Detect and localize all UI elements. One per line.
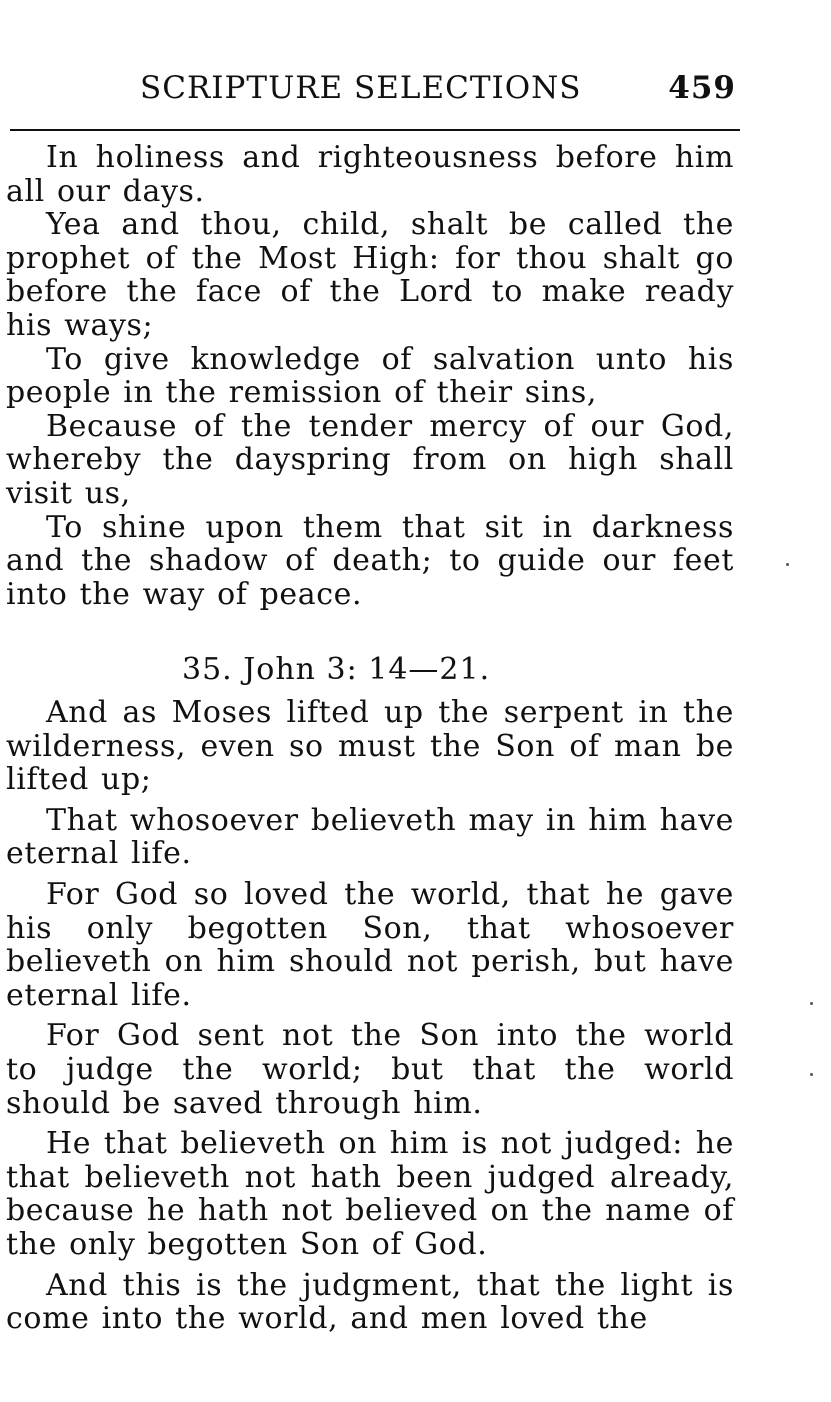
verse-paragraph: Yea and thou, child, shalt be called the prophet of the Most High: for thou shalt go before the face of the Lord to make ready his ways;	[6, 207, 734, 343]
verse-paragraph: He that believeth on him is not judged: he that believeth not hath been judged already, because he hath not believed on the name of the only begotten Son of God.	[6, 1126, 734, 1262]
scan-speck	[810, 1073, 813, 1076]
verse-paragraph: For God sent not the Son into the world to judge the world; but that the world should be saved through him.	[6, 1018, 734, 1121]
verse-paragraph: And as Moses lifted up the serpent in the wilderness, even so must the Son of man be lifted up;	[6, 695, 734, 798]
page-header	[140, 70, 740, 114]
scan-speck	[810, 1002, 813, 1005]
running-title: SCRIPTURE SELECTIONS	[140, 70, 582, 106]
verse-paragraph: For God so loved the world, that he gave his only begotten Son, that whosoever believeth on him should not perish, but have eternal life.	[6, 876, 734, 1013]
verse-paragraph: To shine upon them that sit in darkness and the shadow of death; to guide our feet into the way of peace.	[6, 509, 734, 612]
page-number: 459	[668, 70, 736, 106]
verse-paragraph: And this is the judgment, that the light is come into the world, and men loved the	[6, 1267, 734, 1337]
verse-paragraph: To give knowledge of salvation unto his people in the remission of their sins,	[6, 341, 734, 411]
verse-paragraph: Because of the tender mercy of our God, whereby the dayspring from on high shall visit us,	[6, 408, 734, 511]
verse-paragraph: In holiness and righteousness before him all our days.	[6, 140, 734, 209]
section-heading: 35. John 3: 14—21.	[182, 652, 491, 687]
verse-paragraph: That whosoever believeth may in him have eternal life.	[6, 802, 734, 872]
passage-john-3	[6, 696, 734, 1343]
scan-speck	[786, 563, 789, 566]
header-rule	[10, 129, 740, 131]
passage-continued	[6, 141, 734, 611]
